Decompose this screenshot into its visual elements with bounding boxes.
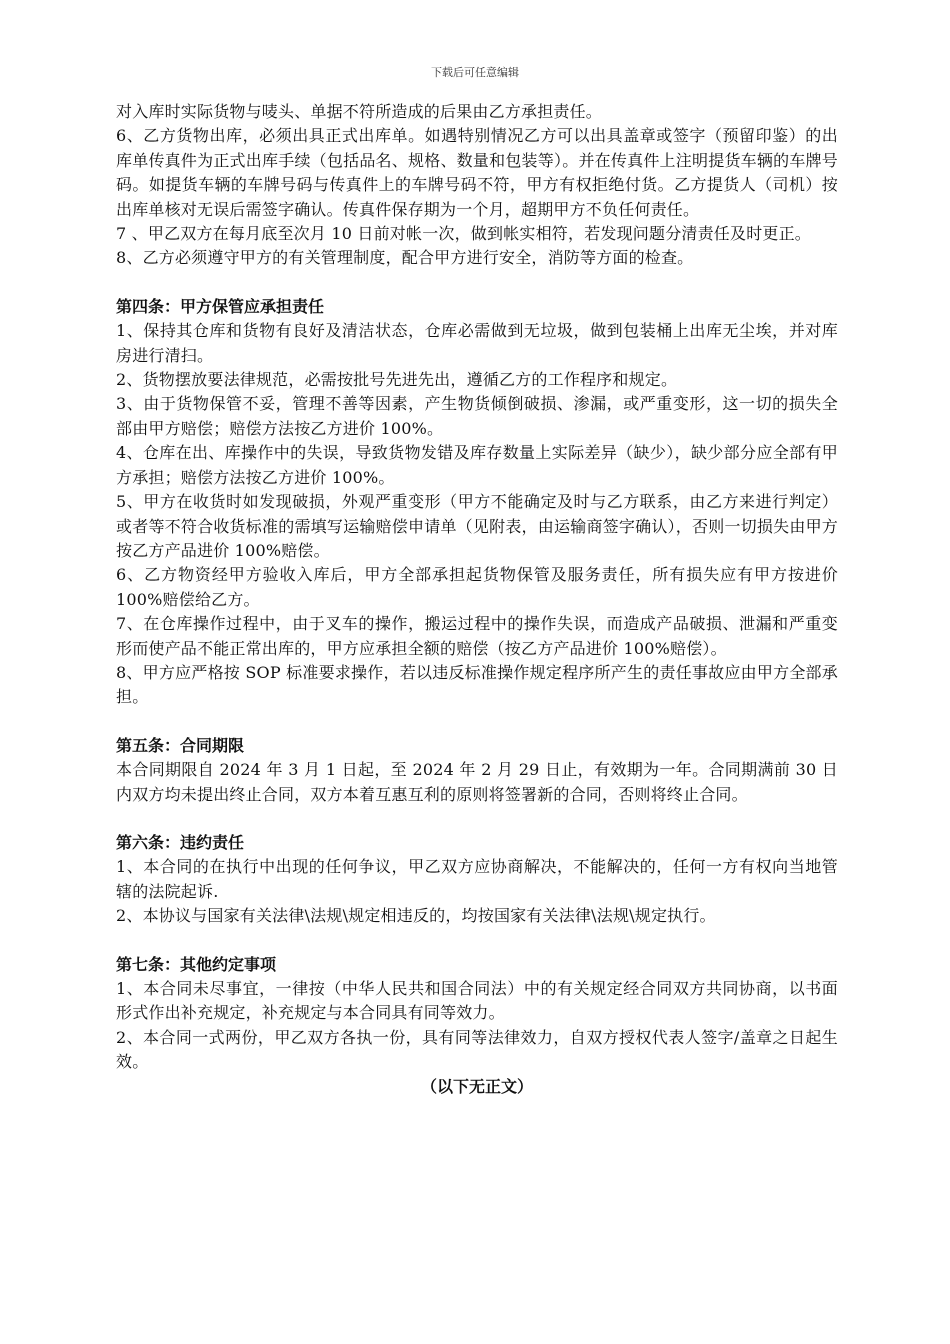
- section-article-7: [116, 953, 838, 1075]
- section-gap: [116, 271, 838, 295]
- section-article-6: [116, 831, 838, 929]
- section-paragraph: 4、仓库在出、库操作中的失误，导致货物发错及库存数量上实际差异（缺少），缺少部分应全部有甲方承担；赔偿方法按乙方进价 100%。: [116, 443, 838, 487]
- section-gap: [116, 710, 838, 734]
- section-title: 第四条：甲方保管应承担责任: [116, 296, 325, 316]
- section-article-5: [116, 734, 838, 807]
- section-paragraph: 1、本合同的在执行中出现的任何争议，甲乙双方应协商解决，不能解决的，任何一方有权向当地管辖的法院起诉.: [116, 857, 838, 901]
- section-paragraph: 本合同期限自 2024 年 3 月 1 日起，至 2024 年 2 月 29 日止，有效期为一年。合同期满前 30 日内双方均未提出终止合同，双方本着互惠互利的原则将签署新的合同，否则将终止合同。: [116, 760, 838, 804]
- section-gap: [116, 807, 838, 831]
- section-paragraph: 8、甲方应严格按 SOP 标准要求操作，若以违反标准操作规定程序所产生的责任事故应由甲方全部承担。: [116, 662, 838, 707]
- section-paragraph: 2、货物摆放要法律规范，必需按批号先进先出，遵循乙方的工作程序和规定。: [116, 370, 678, 390]
- section-paragraph: 7、在仓库操作过程中，由于叉车的操作，搬运过程中的操作失误，而造成产品破损、泄漏和严重变形而使产品不能正常出库的，甲方应承担全额的赔偿（按乙方产品进价 100%赔偿）。: [116, 614, 838, 658]
- section-title: 第五条：合同期限: [116, 735, 245, 755]
- section-paragraph: 6、乙方物资经甲方验收入库后，甲方全部承担起货物保管及服务责任，所有损失应有甲方按进价 100%赔偿给乙方。: [116, 565, 838, 609]
- end-note: （以下无正文）: [420, 1076, 533, 1096]
- intro-paragraph-4: 8、乙方必须遵守甲方的有关管理制度，配合甲方进行安全，消防等方面的检查。: [116, 248, 694, 268]
- intro-paragraph-1: 对入库时实际货物与唛头、单据不符所造成的后果由乙方承担责任。: [116, 102, 603, 121]
- section-title: 第七条：其他约定事项: [116, 954, 277, 974]
- section-paragraph: 1、本合同未尽事宜，一律按（中华人民共和国合同法）中的有关规定经合同双方共同协商，以书面形式作出补充规定，补充规定与本合同具有同等效力。: [116, 979, 838, 1023]
- section-paragraph: 2、本协议与国家有关法律\法规\规定相违反的，均按国家有关法律\法规\规定执行。: [116, 906, 716, 926]
- section-article-4: [116, 295, 838, 710]
- section-paragraph: 2、本合同一式两份，甲乙双方各执一份，具有同等法律效力，自双方授权代表人签字/盖章之日起生效。: [116, 1027, 838, 1072]
- intro-block: [116, 100, 838, 271]
- intro-paragraph-2: 6、乙方货物出库，必须出具正式出库单。如遇特别情况乙方可以出具盖章或签字（预留印鉴）的出库单传真件为正式出库手续（包括品名、规格、数量和包装等）。并在传真件上注明提货车辆的车牌号码。如提货车辆的车牌号码与传真件上的车牌号码不符，甲方有权拒绝付货。乙方提货人（司机）按出库单核对无误后需签字确认。传真件保存期为一个月，超期甲方不负任何责任。: [116, 126, 838, 219]
- page-header: 下载后可任意编辑: [431, 66, 519, 79]
- document-body: [116, 100, 838, 1099]
- intro-paragraph-3: 7 、甲乙双方在每月底至次月 10 日前对帐一次，做到帐实相符，若发现问题分清责任及时更正。: [116, 224, 811, 244]
- section-paragraph: 5、甲方在收货时如发现破损，外观严重变形（甲方不能确定及时与乙方联系，由乙方来进行判定）或者等不符合收货标准的需填写运输赔偿申请单（见附表，由运输商签字确认），否则一切损失由甲方按乙方产品进价 100%赔偿。: [116, 492, 838, 560]
- section-gap: [116, 929, 838, 953]
- section-paragraph: 3、由于货物保管不妥，管理不善等因素，产生物货倾倒破损、渗漏，或严重变形，这一切的损失全部由甲方赔偿；赔偿方法按乙方进价 100%。: [116, 394, 838, 438]
- section-title: 第六条：违约责任: [116, 832, 245, 852]
- section-paragraph: 1、保持其仓库和货物有良好及清洁状态，仓库必需做到无垃圾，做到包装桶上出库无尘埃，并对库房进行清扫。: [116, 321, 838, 365]
